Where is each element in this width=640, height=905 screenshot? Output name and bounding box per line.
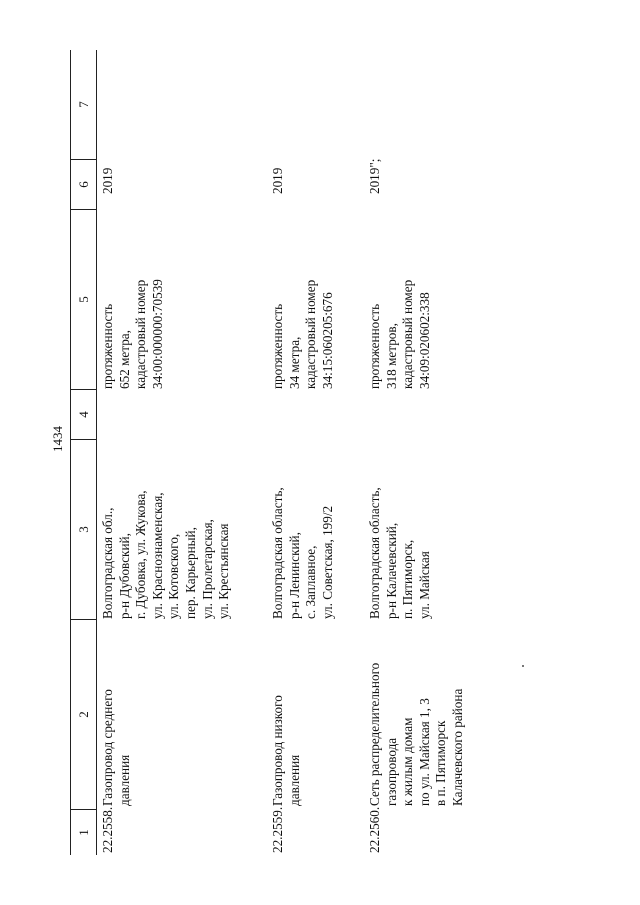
header-col-4: 4 — [71, 390, 96, 440]
page-number: 1434 — [50, 426, 65, 452]
object-year: 2019 — [270, 167, 285, 194]
object-year: 2019"; — [367, 158, 382, 194]
header-col-5: 5 — [71, 210, 96, 390]
table-header — [70, 50, 97, 855]
row-number: 22.2558. — [100, 806, 115, 853]
object-name: Газопровод низкого давления — [270, 695, 302, 806]
header-col-2: 2 — [71, 620, 96, 810]
objects-table — [70, 50, 465, 855]
object-name: Газопровод среднего давления — [100, 689, 132, 806]
object-address: Волгоградская обл., р-н Дубовский, г. Дубовка, ул. Жукова, ул. Краснознаменская, ул. Котовского, пер. Карьерный, ул. Пролетарская, ул. Крестьянская — [100, 490, 232, 619]
header-col-6: 6 — [71, 160, 96, 210]
row-number: 22.2559. — [270, 806, 285, 853]
object-characteristics: протяженность 318 метров, кадастровый номер 34:09:020602:338 — [367, 279, 432, 389]
object-year: 2019 — [100, 167, 115, 194]
object-address: Волгоградская область, р-н Калачевский, п. Пятиморск, ул. Майская — [367, 487, 432, 619]
object-characteristics: протяженность 652 метра, кадастровый номер 34:00:000000:70539 — [100, 279, 165, 389]
object-characteristics: протяженность 34 метра, кадастровый номер 34:15:060205:676 — [270, 279, 335, 389]
row-number: 22.2560. — [367, 806, 382, 853]
object-name: Сеть распределительного газопровода к жилым домам по ул. Майская 1, 3 в п. Пятиморск Калачевского района — [367, 662, 465, 806]
header-col-3: 3 — [71, 440, 96, 620]
header-col-7: 7 — [71, 50, 96, 160]
header-col-1: 1 — [75, 829, 91, 836]
object-address: Волгоградская область, р-н Ленинский, с. Заплавное, ул. Советская, 199/2 — [270, 487, 335, 619]
scan-speck — [522, 665, 524, 667]
